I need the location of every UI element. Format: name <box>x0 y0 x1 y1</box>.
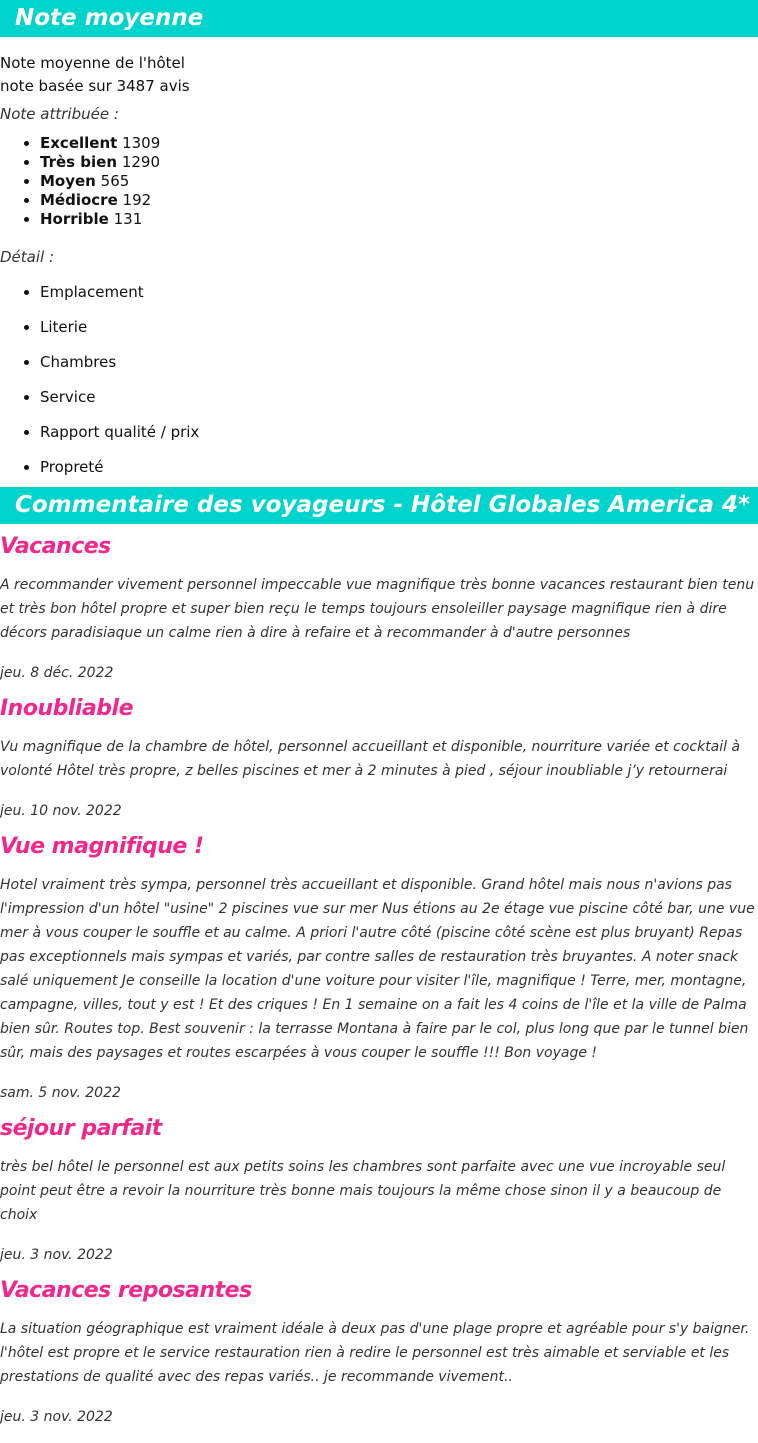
review-item <box>0 1115 758 1265</box>
review-text: Hotel vraiment très sympa, personnel très accueillant et disponible. Grand hôtel mais nous n'avions pas l'impression d'un hôtel "usine" 2 piscines vue sur mer Nus étions au 2e étage vue piscine côté bar, une vue mer à vous couper le souffle et au calme. A priori l'autre côté (piscine côté scène est plus bruyant) Repas pas exceptionnels mais sympas et variés, par contre salles de restauration très bruyantes. A noter snack salé uniquement Je conseille la location d'une voiture pour visiter l'île, magnifique ! Terre, mer, montagne, campagne, villes, tout y est ! Et des criques ! En 1 semaine on a fait les 4 coins de l'île et la ville de Palma bien sûr. Routes top. Best souvenir : la terrasse Montana à faire par le col, plus long que par le tunnel bien sûr, mais des paysages et routes escarpées à vous couper le souffle !!! Bon voyage ! <box>0 877 755 1061</box>
rating-count-item: • Horrible 131 <box>40 210 758 229</box>
review-title: Inoubliable <box>0 696 134 721</box>
reviews-section-title: Commentaire des voyageurs - Hôtel Globales America 4* <box>0 487 758 524</box>
detail-item: • Propreté <box>40 458 758 493</box>
rating-count-item: • Médiocre 192 <box>40 191 758 210</box>
review-date: jeu. 8 déc. 2022 <box>0 665 114 681</box>
detail-label: Détail : <box>0 248 55 266</box>
review-text: Vu magnifique de la chambre de hôtel, personnel accueillant et disponible, nourriture variée et cocktail à volonté Hôtel très propre, z belles piscines et mer à 2 minutes à pied , séjour inoubliable j’y retournerai <box>0 739 741 779</box>
review-item <box>0 695 758 821</box>
review-count-text: note basée sur 3487 avis <box>0 77 190 95</box>
average-rating-label: Note moyenne de l'hôtel <box>0 54 185 72</box>
rating-count-item: • Très bien 1290 <box>40 153 758 172</box>
detail-item: • Service <box>40 388 758 423</box>
rating-counts-list <box>0 134 758 229</box>
review-title: Vacances reposantes <box>0 1278 252 1303</box>
rating-count-item: • Moyen 565 <box>40 172 758 191</box>
review-text: La situation géographique est vraiment idéale à deux pas d'une plage propre et agréable pour s'y baigner. l'hôtel est propre et le service restauration rien à redire le personnel est très aimable et serviable et les prestations de qualité avec des repas variés.. je recommande vivement.. <box>0 1321 750 1385</box>
rating-count-item: • Excellent 1309 <box>40 134 758 153</box>
review-date: jeu. 10 nov. 2022 <box>0 803 122 819</box>
review-title: Vue magnifique ! <box>0 834 204 859</box>
review-text: A recommander vivement personnel impeccable vue magnifique très bonne vacances restaurant bien tenu et très bon hôtel propre et super bien reçu le temps toujours ensoleiller paysage magnifique rien à dire décors paradisiaque un calme rien à dire à refaire et à recommander à d'autre personnes <box>0 577 755 641</box>
review-item <box>0 533 758 683</box>
review-text: très bel hôtel le personnel est aux petits soins les chambres sont parfaite avec une vue incroyable seul point peut être a revoir la nourriture très bonne mais toujours la même chose sinon il y a beaucoup de choix <box>0 1159 726 1223</box>
detail-item: • Literie <box>40 318 758 353</box>
rating-section <box>0 0 758 493</box>
review-item <box>0 1277 758 1427</box>
review-title: Vacances <box>0 534 111 559</box>
review-date: jeu. 3 nov. 2022 <box>0 1409 113 1425</box>
review-date: sam. 5 nov. 2022 <box>0 1085 121 1101</box>
rating-section-title: Note moyenne <box>0 0 758 37</box>
detail-item: • Rapport qualité / prix <box>40 423 758 458</box>
attributed-rating-label: Note attribuée : <box>0 105 119 123</box>
detail-item: • Emplacement <box>40 283 758 318</box>
review-title: séjour parfait <box>0 1116 162 1141</box>
detail-item: • Chambres <box>40 353 758 388</box>
detail-list <box>0 283 758 493</box>
review-date: jeu. 3 nov. 2022 <box>0 1247 113 1263</box>
reviews-section <box>0 487 758 1427</box>
review-item <box>0 833 758 1103</box>
